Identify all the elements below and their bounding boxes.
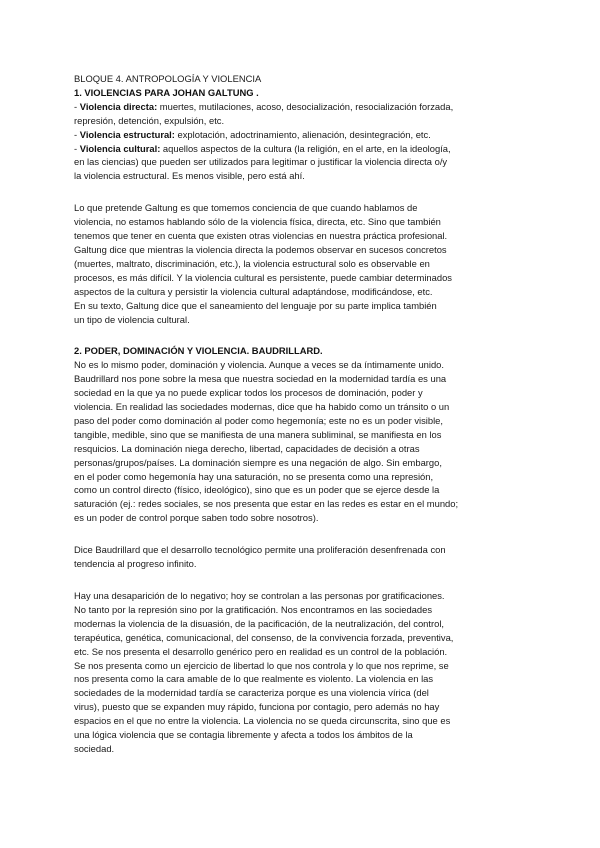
baudrillard-paragraph-3: Hay una desaparición de lo negativo; hoy se controlan a las personas por gratificaciones. No tanto por la represión sino por la gratificación. Nos encontramos en las sociedades modernas la violencia de la disuasión, de la pacificación, de la neutralización, del control, terapéutica, genética, comunicacional, del consenso, de la convivencia forzada, preventiva, etc. Se nos presenta el desarrollo genérico pero en realidad es un control de la población. Se nos presenta como un ejercicio de libertad lo que nos controla y lo que nos reprime, se nos presenta como la cara amable de lo que realmente es violento. La violencia en las sociedades de la modernidad tardía se caracteriza porque es una violencia vírica (del virus), puesto que se expanden muy rápido, funciona por contagio, pero además no hay espacios en el que no entre la violencia. La violencia no se queda circunscrita, sino que es una lógica violencia que se contagia libremente y afecta a todos los ámbitos de la sociedad. <box>74 590 454 754</box>
direct-violence-item: - Violencia directa: muertes, mutilaciones, acoso, desocialización, resocialización forzada, <box>74 100 454 112</box>
cultural-violence-line3: la violencia estructural. Es menos visible, pero está ahí. <box>74 170 305 182</box>
cultural-violence-line2: en las ciencias) que pueden ser utilizados para legitimar o justificar la violencia directa o/y <box>74 156 448 168</box>
structural-violence-label: Violencia estructural: <box>79 128 175 140</box>
galtung-paragraph: Lo que pretende Galtung es que tomemos conciencia de que cuando hablamos de violencia, no estamos hablando sólo de la violencia física, directa, etc. Sino que también tenemos que tener en cuenta que existen otras violencias en nuestra práctica profesional. Galtung dice que mientras la violencia directa la podemos observar en sucesos concretos (muertes, maltrato, discriminación, etc.), la violencia estructural solo es observable en procesos, es más difícil. Y la violencia cultural es persistente, puede cambiar determinados aspectos de la cultura y persistir la violencia cultural adaptándose, modificándose, etc. En su texto, Galtung dice que el saneamiento del lenguaje por su parte implica también un tipo de violencia cultural. <box>74 202 452 325</box>
cultural-violence-label: Violencia cultural: <box>79 142 161 154</box>
section2-title: 2. PODER, DOMINACIÓN Y VIOLENCIA. BAUDRILLARD. <box>74 345 323 357</box>
direct-violence-line2: represión, detención, expulsión, etc. <box>74 114 225 126</box>
section1-title: 1. VIOLENCIAS PARA JOHAN GALTUNG . <box>74 86 259 98</box>
block-title: BLOQUE 4. ANTROPOLOGÍA Y VIOLENCIA <box>74 73 262 84</box>
structural-violence-item: - Violencia estructural: explotación, adoctrinamiento, alienación, desintegración, etc. <box>74 128 431 140</box>
direct-violence-label: Violencia directa: <box>79 100 158 112</box>
baudrillard-paragraph-1: No es lo mismo poder, dominación y violencia. Aunque a veces se da íntimamente unido. Baudrillard nos pone sobre la mesa que nuestra sociedad en la modernidad tardía es una sociedad en la que ya no puede explicar todos los procesos de dominación, poder y violencia. En realidad las sociedades modernas, dice que ha habido como un tránsito o un paso del poder como dominación al poder como hegemonía; este no es un poder visible, tangible, medible, sino que se manifiesta de una manera subliminal, se manifiesta en los resquicios. La dominación niega derecho, libertad, capacidades de decisión a otras personas/grupos/países. La dominación siempre es una negación de algo. Sin embargo, en el poder como hegemonía hay una saturación, no se presenta como una represión, como un control directo (físico, ideológico), sino que es un poder que se ejerce desde la saturación (ej.: redes sociales, se nos presenta que estar en las redes es estar en el mundo; es un poder de control porque saben todo sobre nosotros). <box>74 359 459 524</box>
baudrillard-paragraph-2: Dice Baudrillard que el desarrollo tecnológico permite una proliferación desenfrenada con tendencia al progreso infinito. <box>74 544 446 570</box>
cultural-violence-item: - Violencia cultural: aquellos aspectos de la cultura (la religión, en el arte, en la ideología, <box>74 142 451 154</box>
